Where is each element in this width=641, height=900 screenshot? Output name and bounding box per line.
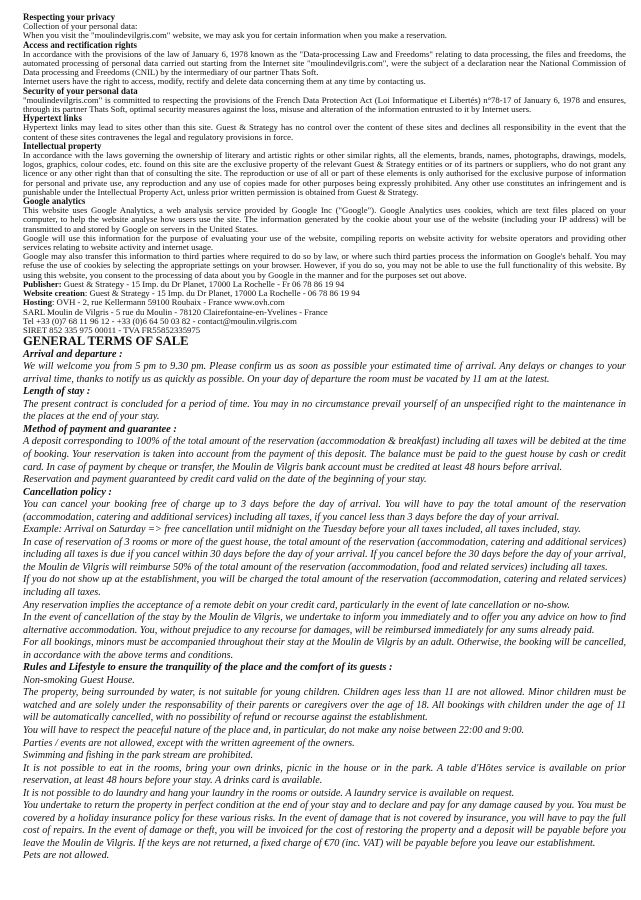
terms-paragraph: It is not possible to do laundry and hang your laundry in the rooms or outside. A laundry service is available on request.	[23, 787, 515, 799]
terms-paragraph: You undertake to return the property in perfect condition at the end of your stay and to declare and pay for any damage caused by you. You must be covered by a holiday insurance policy for these various risks. In the event of damage that is not covered by insurance, you will have to pay the full cost of repairs. In the event of damage or theft, you will be invoiced for the cost of restoring the property and a deposit will be payable before you leave the Moulin de Vilgris. If the keys are not returned, a fixed charge of €70 (inc. VAT) will be payable before you leave our establishment.	[23, 800, 626, 849]
privacy-paragraph: In accordance with the laws governing the ownership of literary and artistic rights or other similar rights, all the elements, brands, names, photographs, drawings, models, logos, graphics, colour codes, etc. found on this site are the exclusive property of the relevant Guest & Strategy entities or of its partners or suppliers, who do not grant any licence or any other right than that of consulting the site. The reproduction or use of all or part of these elements is only authorised for the exclusive purpose of information for personal and private use, any reproduction and any use of copies made for other purposes being expressly prohibited. Any other use constitutes an infringement and is punishable under the Intellectual Property Act, unless prior written permission is obtained from Guest & Strategy.	[23, 150, 626, 197]
terms-paragraph: Parties / events are not allowed, except with the written agreement of the owners.	[23, 737, 355, 749]
terms-paragraph: It is not possible to eat in the rooms, bring your own drinks, picnic in the house or in the park. A table d'Hôtes service is available on prior reservation, at least 48 hours before your stay. A drinks card is available.	[23, 762, 626, 787]
privacy-heading: Respecting your privacy	[23, 12, 116, 22]
terms-paragraph: The present contract is concluded for a period of time. You may in no circumstance prevail yourself of an unspecified right to the maintenance in the places at the end of your stay.	[23, 398, 626, 423]
contact-label: Hosting	[23, 297, 52, 308]
privacy-paragraph: Google may also transfer this information to third parties where required to do so by law, or where such third parties process the information on Google's behalf. You may refuse the use of cookies by selecting the appropriate settings on your browser. However, if you do so, you may not be able to use the full functionality of this website. By using this website, you consent to the processing of data about you by Google in the manner and for the purposes set out above.	[23, 251, 626, 280]
terms-paragraph: Example: Arrival on Saturday => free cancellation until midnight on the Tuesday before your all taxes included, all taxes included, stay.	[23, 524, 581, 536]
terms-paragraph: Any reservation implies the acceptance of a remote debit on your credit card, particularly in the event of late cancellation or no-show.	[23, 599, 570, 611]
terms-paragraph: If you do not show up at the establishment, you will be charged the total amount of the reservation (accommodation, catering and related services) including all taxes.	[23, 574, 626, 598]
terms-paragraph: You can cancel your booking free of charge up to 3 days before the day of arrival. You will have to pay the total amount of the reservation (accommodation, catering and additional services) including all taxes, if you cancel less than 3 days before the day of your arrival.	[23, 499, 626, 523]
terms-paragraph: We will welcome you from 5 pm to 9.30 pm. Please confirm us as soon as possible your estimated time of arrival. Any delays or changes to your arrival time, thanks to notify us as quickly as possible. On your day of departure the room must be vacated by 11 am at the latest.	[23, 361, 626, 385]
terms-paragraph: Swimming and fishing in the park stream are prohibited.	[23, 750, 254, 762]
terms-heading: Method of payment and guarantee :	[23, 423, 177, 435]
contact-value: : Guest & Strategy - 15 Imp. du Dr Planet, 17000 La Rochelle - 06 78 86 19 94	[84, 288, 360, 299]
privacy-paragraph: "moulindevilgris.com" is committed to respecting the provisions of the French Data Protection Act (Loi Informatique et Libertés) n°78-17 of January 6, 1978 and ensures, through its partner Thats Soft, optimal security measures against the loss, misuse and alteration of the information entrusted to it by Internet users.	[23, 94, 626, 115]
terms-paragraph: A deposit corresponding to 100% of the total amount of the reservation (accommodation & breakfast) including all taxes will be debited at the time of booking. Your reservation is taken into account from the payment of this deposit. The balance must be paid to the guest house by cash or credit card. In case of payment by cheque or transfer, the Moulin de Vilgris bank account must be credited at least 48 hours before arrival.	[23, 436, 626, 473]
document-page	[23, 13, 626, 863]
company-info-line: SIRET 852 335 975 00011 - TVA FR55852335975	[23, 324, 201, 335]
privacy-paragraph: Hypertext links may lead to sites other than this site. Guest & Strategy has no control over the content of these sites and declines all responsibility in the event that the content of these sites contravenes the legal and regulatory provisions in force.	[23, 122, 626, 142]
terms-paragraph: In the event of cancellation of the stay by the Moulin de Vilgris, we undertake to inform you immediately and to offer you any advice on how to find alternative accommodation. You, without prejudice to any recourse for damages, will be reimbursed immediately for any sums already paid.	[23, 612, 626, 636]
terms-paragraph: For all bookings, minors must be accompanied throughout their stay at the Moulin de Vilgris by an adult. Otherwise, the booking will be cancelled, in accordance with the above terms and conditions.	[23, 637, 626, 661]
company-info-line: Tel +33 (0)7 68 11 96 12 - +33 (0)6 64 50 03 82 - contact@moulin.vilgris.com	[23, 315, 297, 326]
privacy-paragraph: Google will use this information for the purpose of evaluating your use of the website, compiling reports on website activity for website operators and providing other services relating to website activity and internet usage.	[23, 232, 626, 253]
terms-paragraph: You will have to respect the peaceful nature of the place and, in particular, do not make any noise between 22:00 and 9:00.	[23, 725, 525, 737]
terms-heading: Rules and Lifestyle to ensure the tranquility of the place and the comfort of its guests :	[23, 662, 393, 674]
privacy-paragraph: Collection of your personal data:	[23, 21, 138, 32]
terms-heading: Length of stay :	[23, 386, 91, 398]
privacy-heading: Security of your personal data	[23, 85, 138, 96]
privacy-paragraph: When you visit the "moulindevilgris.com" website, we may ask you for certain information when you make a reservation.	[23, 30, 447, 41]
privacy-paragraph: In accordance with the provisions of the law of January 6, 1978 known as the "Data-processing Law and Freedoms" relating to data processing, the files and freedoms, the automated processing of personal data carried out starting from the Internet site "moulindevilgris.com", were the subject of a declaration near the National Commission of Data processing and Freedoms (CNIL) by the intermediary of our partner Thats Soft.	[23, 48, 626, 78]
terms-section	[23, 349, 626, 863]
terms-paragraph: Pets are not allowed.	[23, 850, 110, 862]
contact-value: : OVH - 2, rue Kellermann 59100 Roubaix - France www.ovh.com	[51, 297, 285, 308]
privacy-heading: Access and rectification rights	[23, 39, 137, 50]
privacy-heading: Intellectual property	[23, 140, 102, 151]
privacy-paragraph: This website uses Google Analytics, a web analysis service provided by Google Inc ("Google"). Google Analytics uses cookies, which are text files placed on your computer, to help the website analyse how users use the site. The information generated by the cookie about your use of the website (including your IP address) will be transmitted to and stored by Google on servers in the United States.	[23, 205, 626, 234]
terms-heading: Cancellation policy :	[23, 486, 112, 498]
terms-paragraph: In case of reservation of 3 rooms or more of the guest house, the total amount of the reservation (accommodation, catering and additional services) including all taxes is due if you cancel within 30 days before the day of your arrival. If you cancel before the 30 days before the day of your arrival, the Moulin de Vilgris will reimburse 50% of the total amount of the reservation (accommodation, food and related services) including all taxes.	[23, 536, 626, 573]
privacy-heading: Hypertext links	[23, 113, 82, 124]
privacy-paragraph: Internet users have the right to access, modify, rectify and delete data concerning them at any time by contacting us.	[23, 76, 426, 87]
terms-paragraph: Non-smoking Guest House.	[23, 674, 135, 686]
contact-label: Website creation	[23, 288, 85, 299]
terms-heading: Arrival and departure :	[23, 348, 123, 360]
contact-value: Guest & Strategy - 15 Imp. du Dr Planet, 17000 La Rochelle - Fr 06 78 86 19 94	[61, 278, 345, 289]
terms-paragraph: The property, being surrounded by water, is not suitable for young children. Children ages less than 11 are not allowed. Minor children must be watched and are solely under the responsability of their parents or caregivers over the age of 18. All bookings with children under the age of 11 will be automatically cancelled, with no possibility of refund or recourse against the establishment.	[23, 687, 626, 724]
privacy-section	[23, 13, 626, 335]
privacy-heading: Google analytics	[23, 196, 86, 207]
terms-title: GENERAL TERMS OF SALE	[23, 334, 189, 349]
terms-paragraph: Reservation and payment guaranteed by credit card valid on the date of the beginning of your stay.	[23, 474, 427, 486]
company-info-line: SARL Moulin de Vilgris - 5 rue du Moulin - 78120 Clairefontaine-en-Yvelines - France	[23, 306, 328, 317]
contact-label: Publisher:	[23, 278, 62, 289]
